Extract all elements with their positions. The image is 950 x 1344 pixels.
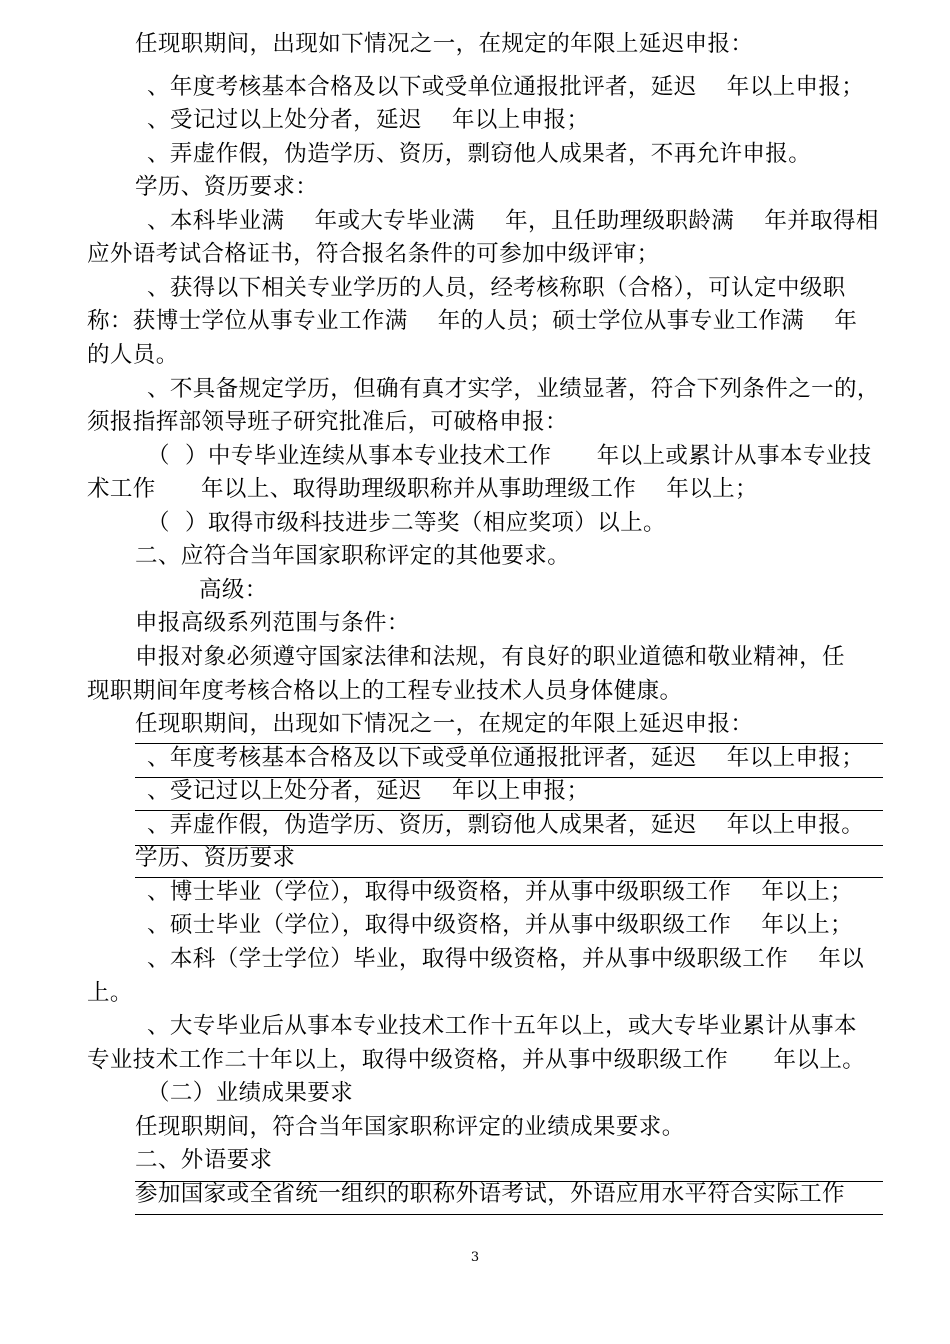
text-line: 、弄虚作假，伪造学历、资历，剽窃他人成果者，延迟 年以上申报。 <box>147 812 865 838</box>
text-line: 、本科（学士学位）毕业，取得中级资格，并从事中级职级工作 年以 <box>147 946 865 972</box>
text-line: 学历、资历要求 <box>135 845 296 871</box>
underline-rule <box>135 1214 883 1215</box>
text-line: 术工作 年以上、取得助理级职称并从事助理级工作 年以上； <box>87 476 758 502</box>
text-line: 任现职期间，出现如下情况之一，在规定的年限上延迟申报： <box>135 31 754 57</box>
text-line: 、硕士毕业（学位），取得中级资格，并从事中级职级工作 年以上； <box>147 912 853 938</box>
text-line: 现职期间年度考核合格以上的工程专业技术人员身体健康。 <box>87 678 683 704</box>
text-line: 、获得以下相关专业学历的人员，经考核称职（合格），可认定中级职 <box>147 275 846 301</box>
text-line: 、博士毕业（学位），取得中级资格，并从事中级职级工作 年以上； <box>147 879 853 905</box>
text-line: 高级： <box>199 577 268 603</box>
text-line: （二）业绩成果要求 <box>147 1080 354 1106</box>
text-line: 、受记过以上处分者，延迟 年以上申报； <box>147 778 590 804</box>
text-line: 专业技术工作二十年以上，取得中级资格，并从事中级职级工作 年以上。 <box>87 1047 866 1073</box>
text-line: 、不具备规定学历，但确有真才实学，业绩显著，符合下列条件之一的， <box>147 376 880 402</box>
text-line: 申报对象必须遵守国家法律和法规，有良好的职业道德和敬业精神，任 <box>135 644 845 670</box>
text-line: 的人员。 <box>87 342 179 368</box>
text-line: 称：获博士学位从事专业工作满 年的人员；硕士学位从事专业工作满 年 <box>87 308 858 334</box>
text-line: 学历、资历要求： <box>135 174 319 200</box>
text-line: 二、外语要求 <box>135 1147 273 1173</box>
text-line: 应外语考试合格证书，符合报名条件的可参加中级评审； <box>87 241 660 267</box>
text-line: 任现职期间，符合当年国家职称评定的业绩成果要求。 <box>135 1114 685 1140</box>
page-number: 3 <box>470 1250 480 1265</box>
text-line: 参加国家或全省统一组织的职称外语考试，外语应用水平符合实际工作 <box>135 1181 845 1207</box>
text-line: 、年度考核基本合格及以下或受单位通报批评者，延迟 年以上申报； <box>147 745 865 771</box>
text-line: （ ）取得市级科技进步二等奖（相应奖项）以上。 <box>147 510 666 536</box>
text-line: 、弄虚作假，伪造学历、资历，剽窃他人成果者，不再允许申报。 <box>147 141 812 167</box>
text-line: 、本科毕业满 年或大专毕业满 年，且任助理级职龄满 年并取得相 <box>147 208 879 234</box>
text-line: 任现职期间，出现如下情况之一，在规定的年限上延迟申报： <box>135 711 754 737</box>
text-line: 二、应符合当年国家职称评定的其他要求。 <box>135 543 571 569</box>
text-line: 、受记过以上处分者，延迟 年以上申报； <box>147 107 590 133</box>
text-line: 、大专毕业后从事本专业技术工作十五年以上，或大专毕业累计从事本 <box>147 1013 857 1039</box>
text-line: （ ）中专毕业连续从事本专业技术工作 年以上或累计从事本专业技 <box>147 443 872 469</box>
text-line: 须报指挥部领导班子研究批准后，可破格申报： <box>87 409 568 435</box>
text-line: 申报高级系列范围与条件： <box>135 610 410 636</box>
text-line: 、年度考核基本合格及以下或受单位通报批评者，延迟 年以上申报； <box>147 74 865 100</box>
text-line: 上。 <box>87 980 133 1006</box>
